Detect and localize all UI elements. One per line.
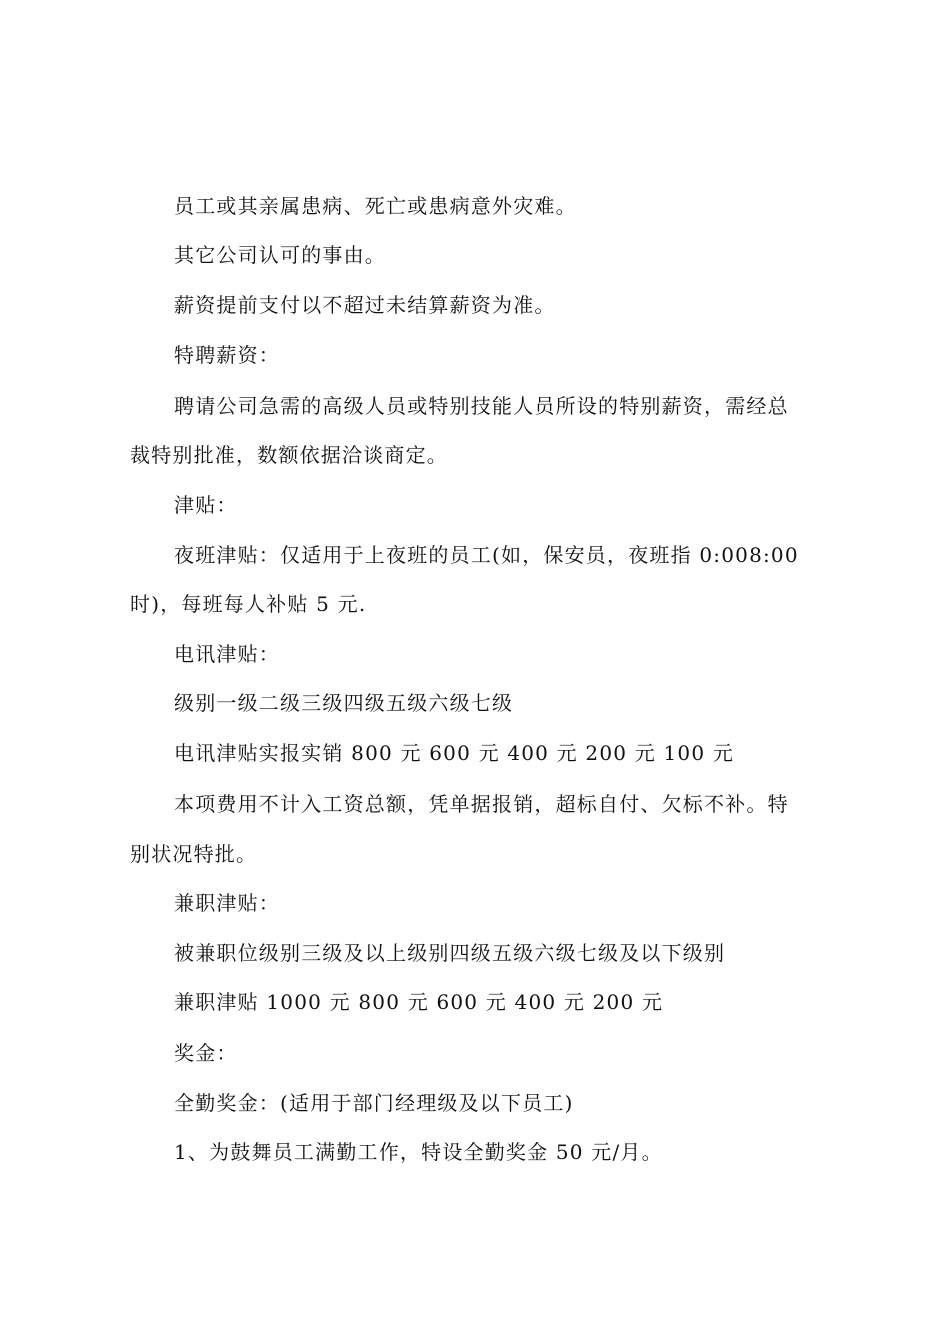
paragraph-line: 员工或其亲属患病、死亡或患病意外灾难。 bbox=[174, 194, 577, 218]
section-heading: 津贴： bbox=[174, 493, 238, 517]
paragraph-line: 时)，每班每人补贴 5 元. bbox=[130, 592, 367, 616]
paragraph-line: 被兼职位级别三级及以上级别四级五级六级七级及以下级别 bbox=[174, 941, 726, 965]
paragraph-line: 其它公司认可的事由。 bbox=[174, 243, 386, 267]
paragraph-line: 全勤奖金：(适用于部门经理级及以下员工) bbox=[174, 1091, 574, 1115]
section-heading: 奖金： bbox=[174, 1041, 238, 1065]
section-heading: 特聘薪资： bbox=[174, 343, 280, 367]
paragraph-line: 裁特别批准，数额依据洽谈商定。 bbox=[130, 443, 448, 467]
section-heading: 兼职津贴： bbox=[174, 891, 280, 915]
paragraph-line: 兼职津贴 1000 元 800 元 600 元 400 元 200 元 bbox=[174, 990, 664, 1014]
paragraph-line: 别状况特批。 bbox=[130, 842, 258, 866]
paragraph-line: 薪资提前支付以不超过未结算薪资为准。 bbox=[174, 293, 556, 317]
paragraph-line: 电讯津贴实报实销 800 元 600 元 400 元 200 元 100 元 bbox=[174, 741, 735, 765]
paragraph-line: 夜班津贴：仅适用于上夜班的员工(如，保安员，夜班指 0:008:00 bbox=[174, 543, 799, 567]
section-heading: 电讯津贴： bbox=[174, 642, 280, 666]
paragraph-line: 1、为鼓舞员工满勤工作，特设全勤奖金 50 元/月。 bbox=[174, 1140, 663, 1164]
paragraph-line: 本项费用不计入工资总额，凭单据报销，超标自付、欠标不补。特 bbox=[174, 792, 789, 816]
paragraph-line: 级别一级二级三级四级五级六级七级 bbox=[174, 691, 514, 715]
paragraph-line: 聘请公司急需的高级人员或特别技能人员所设的特别薪资，需经总 bbox=[174, 394, 789, 418]
